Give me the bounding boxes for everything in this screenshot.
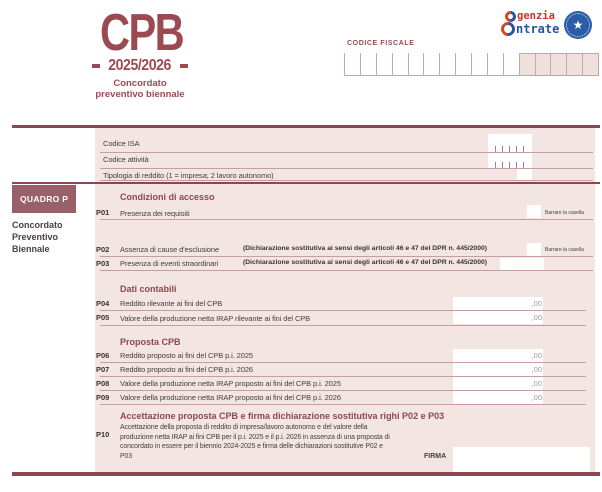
codice-fiscale-label: CODICE FISCALE <box>347 40 415 47</box>
row-label-p09: Valore della produzione netta IRAP proposto ai fini del CPB p.i. 2026 <box>120 393 341 402</box>
row-code-p07: P07 <box>96 364 110 374</box>
emblem-star-icon: ★ <box>572 18 584 32</box>
row-code-p10: P10 <box>96 430 110 439</box>
codice-fiscale-cell[interactable] <box>377 53 393 75</box>
cpb-logo <box>90 4 190 100</box>
band-row-divider <box>100 152 593 153</box>
decimal-suffix: ,00 <box>531 313 542 322</box>
agenzia-row <box>505 10 555 22</box>
row-label-p07: Reddito proposto ai fini del CPB p.i. 2026 <box>120 365 253 374</box>
p01-hint: Barrare la casella <box>545 210 584 216</box>
sidebar-title-line: Biennale <box>12 244 50 254</box>
codice-fiscale-cell[interactable] <box>536 53 552 75</box>
comb-tick <box>509 162 510 168</box>
codice-fiscale-boxes[interactable] <box>344 53 599 76</box>
codice-fiscale-cell[interactable] <box>456 53 472 75</box>
section-accettazione-heading: Accettazione proposta CPB e firma dichiarazione sostitutiva righi P02 e P03 <box>120 411 445 421</box>
band-row-divider <box>100 180 593 181</box>
p07-amount-input[interactable] <box>453 363 543 376</box>
entrate-swirl-icon <box>498 19 518 39</box>
row-label-p01: Presenza dei requisiti <box>120 208 190 218</box>
sidebar-title-line: Concordato <box>12 220 63 230</box>
band-row-divider <box>100 168 593 169</box>
agenzia-entrate-logo <box>501 10 600 44</box>
cpb-subtitle-line2: preventivo biennale <box>95 88 185 100</box>
entrate-word: ntrate <box>516 22 560 36</box>
p10-description: Accettazione della proposta di reddito di impresa/lavoro autonomo e del valore della produzione netta IRAP ai fini CPB per il p.i. 2025 e il p.i. 2026 in assenza di una proposta di concordato in essere per il biennio 2024-2025 e firma delle dichiarazioni sostitutive P02 e P03 <box>120 424 390 461</box>
cpb-years-text: 2025/2026 <box>108 57 172 74</box>
p03-note: (Dichiarazione sostitutiva ai sensi degli articoli 46 e 47 del DPR n. 445/2000) <box>243 258 488 266</box>
decimal-suffix: ,00 <box>531 364 542 374</box>
row-label-p02: Assenza di cause d'esclusione <box>120 245 220 254</box>
sidebar-title <box>12 219 63 255</box>
row-code-p09: P09 <box>96 392 110 402</box>
decimal-suffix: ,00 <box>531 378 542 388</box>
p03-input[interactable] <box>500 258 544 270</box>
row-label-p05: Valore della produzione netta IRAP rilevante ai fini del CPB <box>120 313 311 323</box>
agenzia-word: genzia <box>517 10 555 22</box>
cpb-logo-acronym: CPB <box>100 4 184 62</box>
p05-amount-input[interactable] <box>453 311 543 324</box>
codice-fiscale-cell[interactable] <box>472 53 488 75</box>
quadro-p-tab: QUADRO P <box>12 185 76 213</box>
codice-fiscale-cell[interactable] <box>393 53 409 75</box>
section-condizioni-heading: Condizioni di accesso <box>120 192 215 202</box>
section-proposta-heading: Proposta CPB <box>120 337 181 347</box>
row-code-p06: P06 <box>96 350 110 360</box>
row-divider <box>100 325 586 326</box>
firma-label: FIRMA <box>424 453 447 460</box>
row-label-p04: Reddito rilevante ai fini del CPB <box>120 299 223 308</box>
tipologia-reddito-label: Tipologia di reddito (1 = impresa; 2 lavoro autonomo) <box>103 170 274 180</box>
codice-fiscale-cell[interactable] <box>488 53 504 75</box>
decimal-suffix: ,00 <box>531 392 542 402</box>
codice-fiscale-cell[interactable] <box>409 53 425 75</box>
row-label-p06: Reddito proposto ai fini del CPB p.i. 2025 <box>120 351 253 360</box>
row-code-p05: P05 <box>96 313 110 322</box>
rule-bottom <box>12 472 600 476</box>
row-code-p02: P02 <box>96 244 110 254</box>
row-divider <box>100 404 586 405</box>
codice-fiscale-cell[interactable] <box>520 53 536 75</box>
comb-tick <box>523 162 524 168</box>
firma-signature-box[interactable] <box>453 447 590 472</box>
codice-attivita-label: Codice attività <box>103 155 149 164</box>
sidebar-title-line: Preventivo <box>12 232 59 242</box>
section-dati-heading: Dati contabili <box>120 284 177 294</box>
p09-amount-input[interactable] <box>453 391 543 404</box>
italy-emblem-icon <box>564 11 592 39</box>
dash-right <box>180 64 188 68</box>
p02-note: (Dichiarazione sostitutiva ai sensi degli articoli 46 e 47 del DPR n. 445/2000) <box>243 244 488 252</box>
row-label-p03: Presenza di eventi straordinari <box>120 259 219 268</box>
comb-tick <box>502 146 503 152</box>
comb-tick <box>509 146 510 152</box>
row-code-p01: P01 <box>96 208 110 217</box>
row-code-p03: P03 <box>96 258 110 268</box>
comb-tick <box>495 162 496 168</box>
codice-fiscale-cell[interactable] <box>424 53 440 75</box>
p02-hint: Barrare la casella <box>545 247 584 253</box>
codice-fiscale-cell[interactable] <box>551 53 567 75</box>
codice-fiscale-cell[interactable] <box>504 53 520 75</box>
row-divider <box>100 219 593 220</box>
p04-amount-input[interactable] <box>453 297 543 310</box>
p02-checkbox[interactable] <box>527 243 541 256</box>
dash-left <box>92 64 100 68</box>
decimal-suffix: ,00 <box>531 298 542 308</box>
codice-fiscale-cell[interactable] <box>440 53 456 75</box>
comb-tick <box>523 146 524 152</box>
codice-fiscale-cell[interactable] <box>583 53 598 75</box>
codice-isa-label: Codice ISA <box>103 139 140 148</box>
tipologia-reddito-input[interactable] <box>517 134 532 181</box>
codice-fiscale-cell[interactable] <box>567 53 583 75</box>
row-label-p08: Valore della produzione netta IRAP proposto ai fini del CPB p.i. 2025 <box>120 379 341 388</box>
p01-checkbox[interactable] <box>527 205 541 218</box>
row-divider <box>100 270 593 271</box>
codice-fiscale-cell[interactable] <box>361 53 377 75</box>
decimal-suffix: ,00 <box>531 350 542 360</box>
p08-amount-input[interactable] <box>453 377 543 390</box>
row-code-p08: P08 <box>96 378 110 388</box>
cpb-subtitle-line1: Concordato <box>113 78 167 89</box>
comb-tick <box>502 162 503 168</box>
comb-tick <box>495 146 496 152</box>
comb-tick <box>516 146 517 152</box>
entrate-row <box>501 22 559 36</box>
p06-amount-input[interactable] <box>453 349 543 362</box>
codice-fiscale-cell[interactable] <box>345 53 361 75</box>
cpb-logo-subtitle <box>90 79 190 100</box>
comb-tick <box>516 162 517 168</box>
row-code-p04: P04 <box>96 298 110 308</box>
